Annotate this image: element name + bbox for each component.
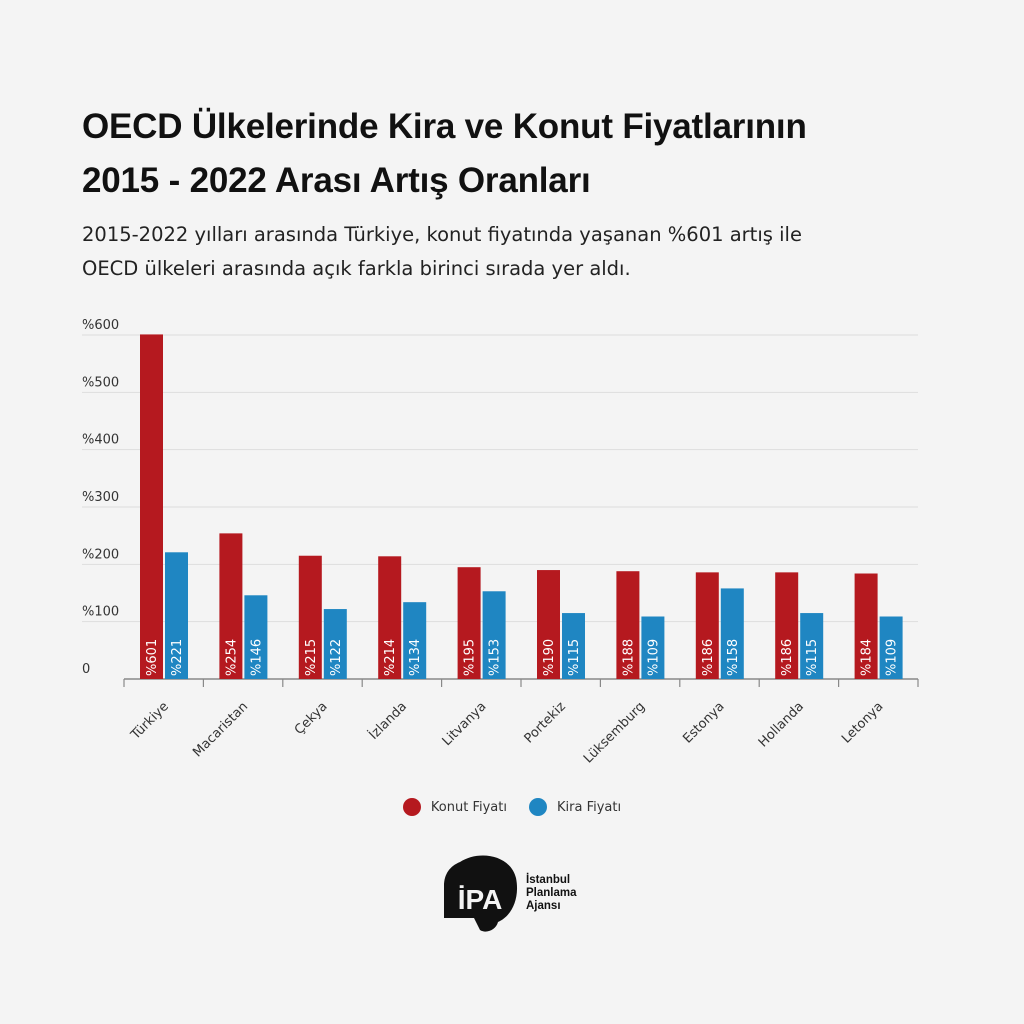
x-category-label: Macaristan (190, 699, 252, 761)
konut-bar (140, 334, 163, 679)
konut-data-label: %186 (780, 638, 796, 676)
konut-data-label: %186 (700, 638, 716, 676)
kira-data-label: %134 (408, 638, 424, 676)
y-tick-label: %600 (82, 318, 120, 333)
x-category-label: Letonya (839, 699, 887, 747)
x-category-label: Türkiye (128, 699, 172, 743)
y-tick-label: %200 (82, 547, 120, 563)
ipa-logo-mark-icon (440, 852, 520, 934)
konut-data-label: %184 (859, 638, 875, 676)
kira-data-label: %153 (487, 638, 503, 676)
kira-data-label: %158 (725, 638, 741, 676)
kira-data-label: %122 (328, 638, 344, 676)
page-title (82, 100, 962, 208)
x-category-label: İzlanda (366, 699, 411, 743)
kira-data-label: %221 (170, 638, 185, 676)
logo-mark-text: İPA (457, 884, 503, 915)
x-category-label: Estonya (680, 699, 728, 747)
page-subtitle (82, 218, 962, 286)
legend-item-konut (403, 798, 507, 816)
konut-data-label: %188 (621, 638, 637, 676)
konut-data-label: %190 (542, 638, 557, 676)
kira-data-label: %146 (249, 638, 265, 676)
subtitle-line-2: OECD ülkeleri arasında açık farkla birinci sırada yer aldı. (82, 257, 631, 280)
kira-data-label: %109 (646, 638, 662, 676)
konut-data-label: %214 (383, 638, 399, 676)
subtitle-line-1: 2015-2022 yılları arasında Türkiye, konut fiyatında yaşanan %601 artış ile (82, 223, 802, 246)
title-line-2: 2015 - 2022 Arası Artış Oranları (82, 161, 591, 200)
legend-label-konut: Konut Fiyatı (430, 799, 507, 815)
x-category-label: Portekiz (521, 699, 569, 747)
kira-data-label: %109 (884, 638, 900, 676)
legend-item-kira (529, 798, 621, 816)
y-tick-label: %400 (82, 432, 120, 448)
logo-wordmark (526, 874, 577, 913)
x-category-label: Litvanya (439, 699, 490, 750)
konut-data-label: %254 (224, 638, 240, 676)
bar-chart (0, 300, 1024, 780)
kira-data-label: %115 (805, 638, 821, 676)
y-tick-label: %500 (82, 375, 120, 391)
ipa-logo (440, 852, 577, 934)
title-line-1: OECD Ülkelerinde Kira ve Konut Fiyatlarının (82, 107, 807, 146)
konut-data-label: %601 (145, 638, 160, 676)
konut-data-label: %215 (303, 638, 319, 676)
x-category-label: Çekya (291, 699, 331, 738)
chart-legend (0, 798, 1024, 816)
y-tick-label: %300 (82, 490, 120, 505)
x-category-label: Lüksemburg (580, 699, 649, 767)
y-tick-label: 0 (82, 662, 91, 677)
legend-swatch-konut (403, 798, 421, 816)
legend-label-kira: Kira Fiyatı (556, 799, 622, 815)
x-category-label: Hollanda (755, 699, 808, 751)
konut-data-label: %195 (462, 638, 478, 676)
kira-data-label: %115 (567, 638, 582, 676)
y-tick-label: %100 (82, 604, 120, 620)
logo-line-1: İstanbul (526, 873, 571, 886)
logo-line-2: Planlama (526, 886, 577, 899)
legend-swatch-kira (529, 798, 547, 816)
logo-line-3: Ajansı (526, 899, 561, 912)
